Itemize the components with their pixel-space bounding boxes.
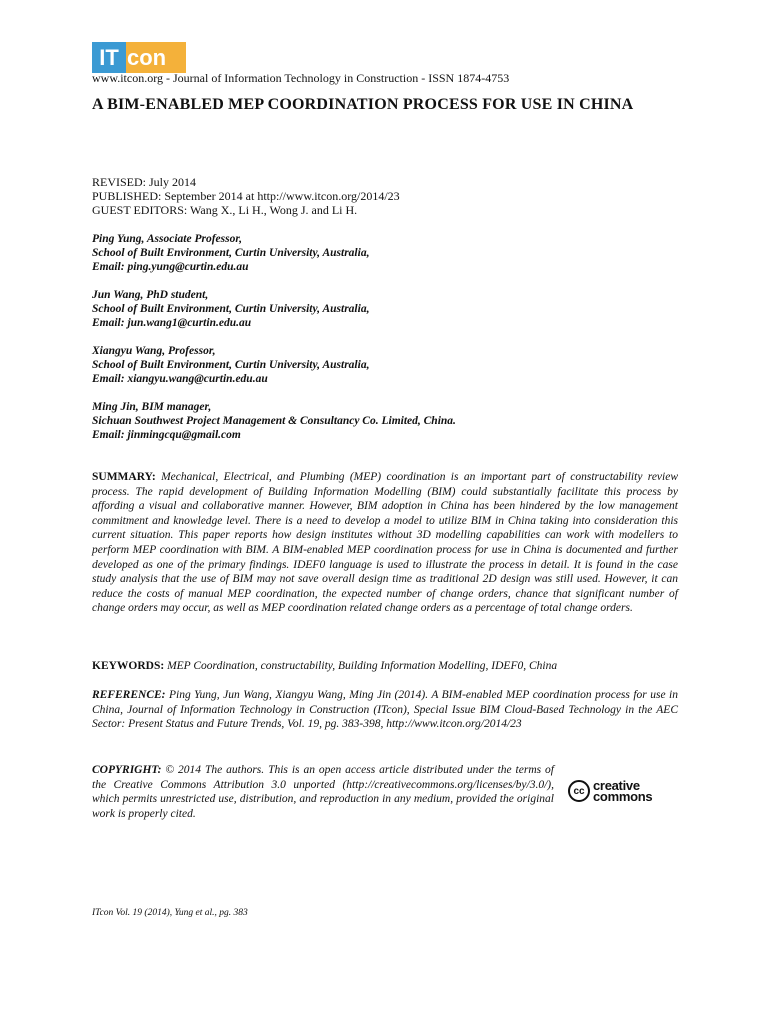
reference-text: Ping Yung, Jun Wang, Xiangyu Wang, Ming Jin (2014). A BIM-enabled MEP coordination process for use in China, Journal of Information Technology in Construction (ITcon), Special Issue BIM Cloud-Based Technology in the AEC Sector: Present Status and Future Trends, Vol. 19, pg. 383-398, http://www.itcon.org/2014/23	[92, 689, 679, 731]
itcon-logo[interactable]	[92, 42, 186, 73]
summary-paragraph	[92, 470, 678, 616]
creative-commons-logo[interactable]	[568, 780, 652, 802]
author-name: Jun Wang, PhD student,	[92, 289, 209, 301]
copyright-text: © 2014 The authors. This is an open access article distributed under the terms of the Creative Commons Attribution 3.0 unported (http://creativecommons.org/licenses/by/3.0/), which permits unrestricted use, distribution, and reproduction in any medium, provided the original work is properly cited.	[92, 764, 554, 820]
copyright-label: COPYRIGHT:	[92, 764, 162, 776]
page-footer: ITcon Vol. 19 (2014), Yung et al., pg. 383	[92, 908, 248, 918]
reference-label: REFERENCE:	[92, 689, 166, 701]
journal-line: www.itcon.org - Journal of Information Technology in Construction - ISSN 1874-4753	[92, 71, 510, 85]
author-affiliation: Sichuan Southwest Project Management & Consultancy Co. Limited, China.	[92, 415, 456, 427]
copyright-paragraph	[92, 763, 554, 821]
revised-date: REVISED: July 2014	[92, 175, 197, 189]
author-name: Ming Jin, BIM manager,	[92, 401, 212, 413]
publication-meta	[92, 175, 400, 217]
keywords-paragraph	[92, 659, 678, 674]
logo-left: IT	[92, 42, 126, 73]
cc-wordmark	[593, 780, 652, 802]
logo-right: con	[126, 42, 186, 73]
author-name: Ping Yung, Associate Professor,	[92, 233, 243, 245]
author-name: Xiangyu Wang, Professor,	[92, 345, 216, 357]
paper-title: A BIM-ENABLED MEP COORDINATION PROCESS FOR USE IN CHINA	[92, 96, 634, 113]
guest-editors: GUEST EDITORS: Wang X., Li H., Wong J. and Li H.	[92, 203, 358, 217]
reference-paragraph	[92, 688, 678, 732]
author-affiliation: School of Built Environment, Curtin University, Australia,	[92, 247, 370, 259]
author-block	[92, 400, 456, 442]
keywords-text: MEP Coordination, constructability, Building Information Modelling, IDEF0, China	[167, 660, 558, 672]
author-email: Email: jinmingcqu@gmail.com	[92, 429, 241, 441]
author-email: Email: jun.wang1@curtin.edu.au	[92, 317, 252, 329]
published-date: PUBLISHED: September 2014 at http://www.itcon.org/2014/23	[92, 189, 400, 203]
cc-circle-icon: cc	[568, 780, 590, 802]
author-affiliation: School of Built Environment, Curtin University, Australia,	[92, 359, 370, 371]
summary-label: SUMMARY:	[92, 471, 156, 483]
author-email: Email: xiangyu.wang@curtin.edu.au	[92, 373, 268, 385]
author-email: Email: ping.yung@curtin.edu.au	[92, 261, 249, 273]
author-affiliation: School of Built Environment, Curtin University, Australia,	[92, 303, 370, 315]
author-block	[92, 288, 369, 330]
keywords-label: KEYWORDS:	[92, 660, 165, 672]
author-block	[92, 344, 369, 386]
author-block	[92, 232, 369, 274]
cc-word-line1: creative	[593, 778, 640, 793]
cc-word-line2: commons	[593, 789, 653, 804]
summary-text: Mechanical, Electrical, and Plumbing (MEP) coordination is an important part of constructability review process. The rapid development of Building Information Modelling (BIM) could substantially facilitate this process by affording a visual and collaborative manner. However, BIM adoption in China has been hindered by the low management commitment and knowledge level. There is a need to develop a model to utilize BIM in China taking into consideration this current situation. This paper reports how design institutes without 3D modelling capabilities can work with modellers to perform MEP coordination with BIM. A BIM-enabled MEP coordination process for use in China is documented and further developed as one of the primary findings. IDEF0 language is used to illustrate the process in detail. It is found in the case study analysis that the use of BIM may not save overall design time as traditional 2D design was still used. However, it can reduce the costs of manual MEP coordination, the expected number of change orders, chance that significant number of change orders may occur, as well as MEP coordination related change orders as a percentage of total change orders.	[92, 471, 679, 615]
